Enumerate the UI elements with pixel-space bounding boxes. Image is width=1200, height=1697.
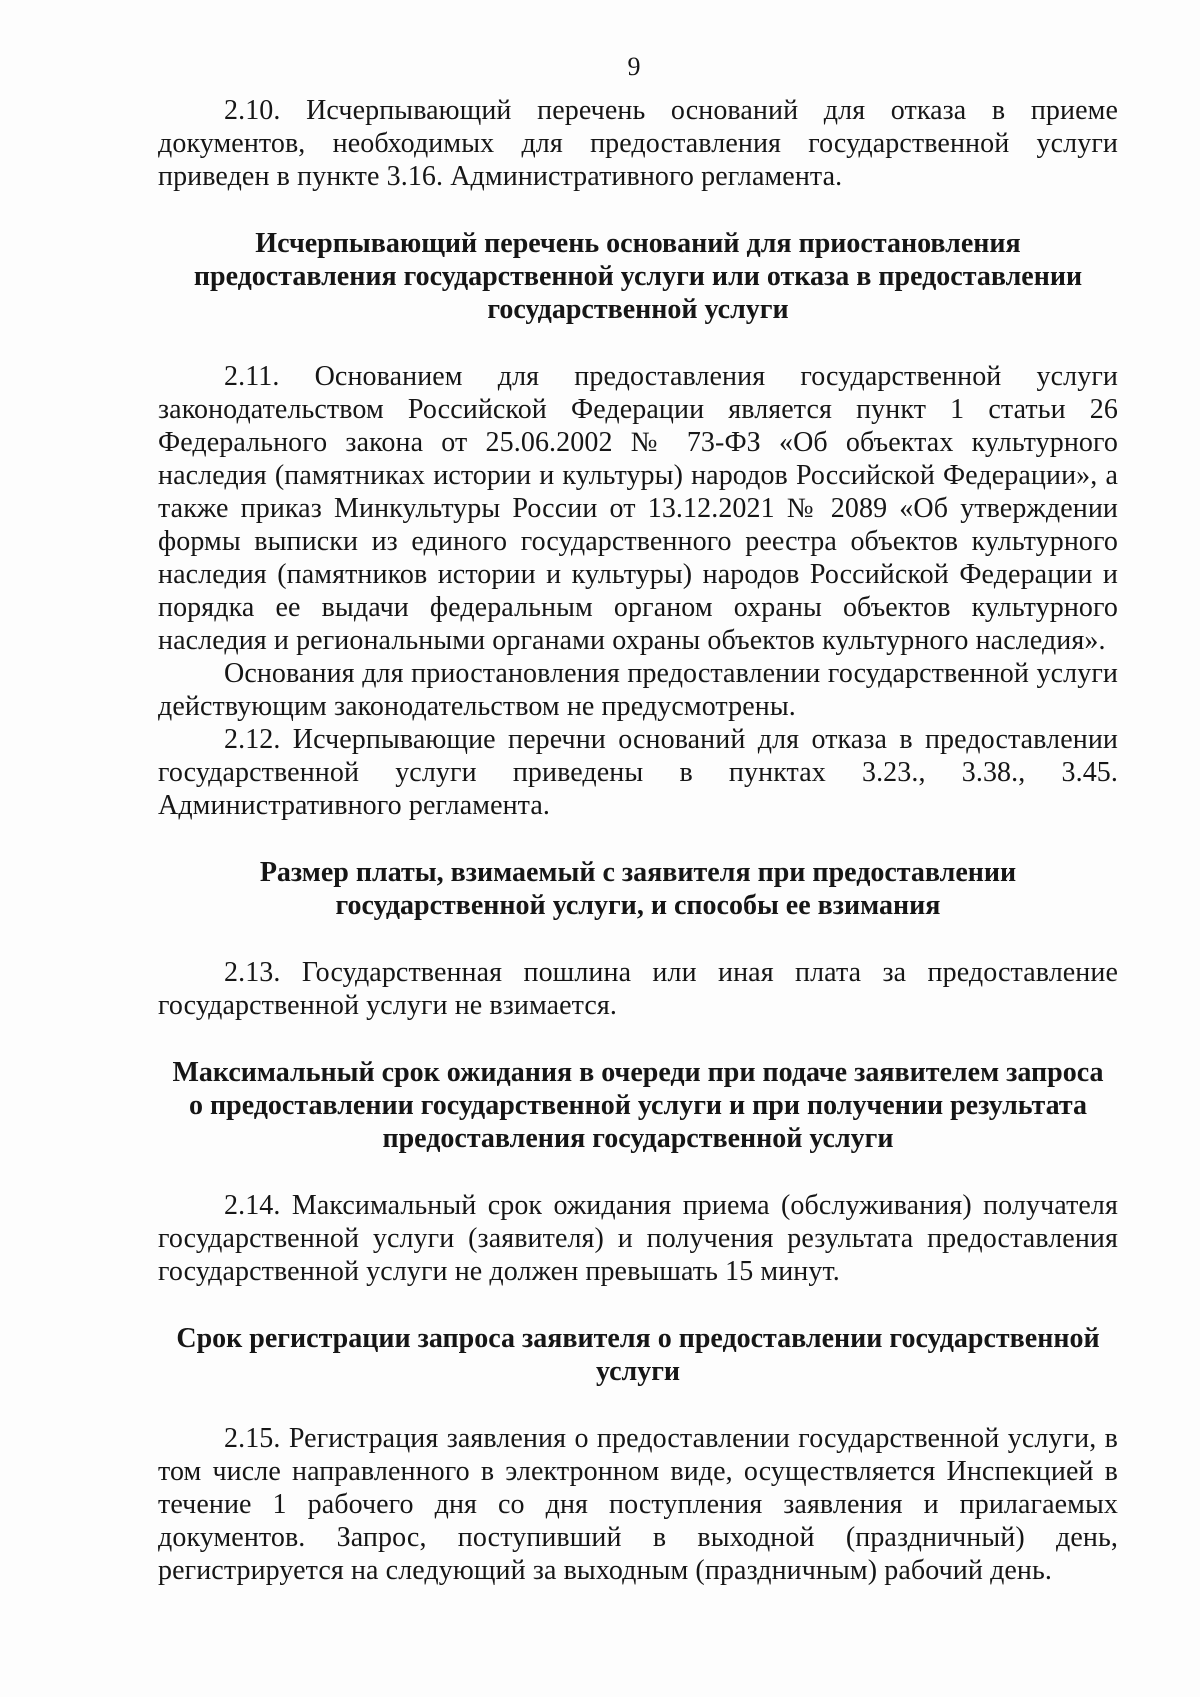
paragraph-2-15: 2.15. Регистрация заявления о предоставлении государственной услуги, в том числе направленного в электронном виде, осуществляется Инспекцией в течение 1 рабочего дня со дня поступления заявления и прилагаемых документов. Запрос, поступивший в выходной (праздничный) день, регистрируется на следующий за выходным (праздничным) рабочий день. [158, 1423, 1118, 1586]
heading-line: Максимальный срок ожидания в очереди при подаче заявителем запроса [172, 1057, 1104, 1088]
paragraph-2-14: 2.14. Максимальный срок ожидания приема (обслуживания) получателя государственной услуги (заявителя) и получения результата предоставления государственной услуги не должен превышать 15 минут. [158, 1190, 1118, 1287]
paragraph-2-12: 2.12. Исчерпывающие перечни оснований для отказа в предоставлении государственной услуги приведены в пунктах 3.23., 3.38., 3.45. Административного регламента. [158, 724, 1118, 821]
paragraph-2-13: 2.13. Государственная пошлина или иная плата за предоставление государственной услуги не взимается. [158, 957, 1118, 1021]
heading-line: Размер платы, взимаемый с заявителя при предоставлении [259, 857, 1017, 888]
paragraph-2-10: 2.10. Исчерпывающий перечень оснований для отказа в приеме документов, необходимых для предоставления государственной услуги приведен в пункте 3.16. Административного регламента. [158, 95, 1118, 192]
section-heading-suspension [158, 227, 1118, 326]
heading-line: предоставления государственной услуги [382, 1123, 894, 1154]
section-heading-waiting-time [158, 1056, 1118, 1155]
heading-line: о предоставлении государственной услуги и при получении результата [189, 1090, 1087, 1121]
heading-line: Исчерпывающий перечень оснований для приостановления [255, 228, 1021, 259]
heading-line: предоставления государственной услуги или отказа в предоставлении [193, 261, 1083, 292]
heading-line: государственной услуги, и способы ее взимания [335, 890, 941, 921]
heading-line: Срок регистрации запроса заявителя о предоставлении государственной [176, 1323, 1100, 1354]
page-number: 9 [627, 52, 641, 81]
section-heading-fee [158, 856, 1118, 922]
paragraph-2-11: 2.11. Основанием для предоставления государственной услуги законодательством Российской Федерации является пункт 1 статьи 26 Федерального закона от 25.06.2002 № 73-ФЗ «Об объектах культурного наследия (памятниках истории и культуры) народов Российской Федерации», а также приказ Минкультуры России от 13.12.2021 № 2089 «Об утверждении формы выписки из единого государственного реестра объектов культурного наследия (памятников истории и культуры) народов Российской Федерации и порядка ее выдачи федеральным органом охраны объектов культурного наследия и региональными органами охраны объектов культурного наследия». [158, 361, 1118, 656]
section-heading-registration [158, 1322, 1118, 1388]
paragraph-2-11-suspension: Основания для приостановления предоставлении государственной услуги действующим законодательством не предусмотрены. [158, 658, 1118, 722]
document-body [158, 94, 1118, 1587]
heading-line: государственной услуги [487, 294, 789, 325]
heading-line: услуги [595, 1356, 681, 1387]
